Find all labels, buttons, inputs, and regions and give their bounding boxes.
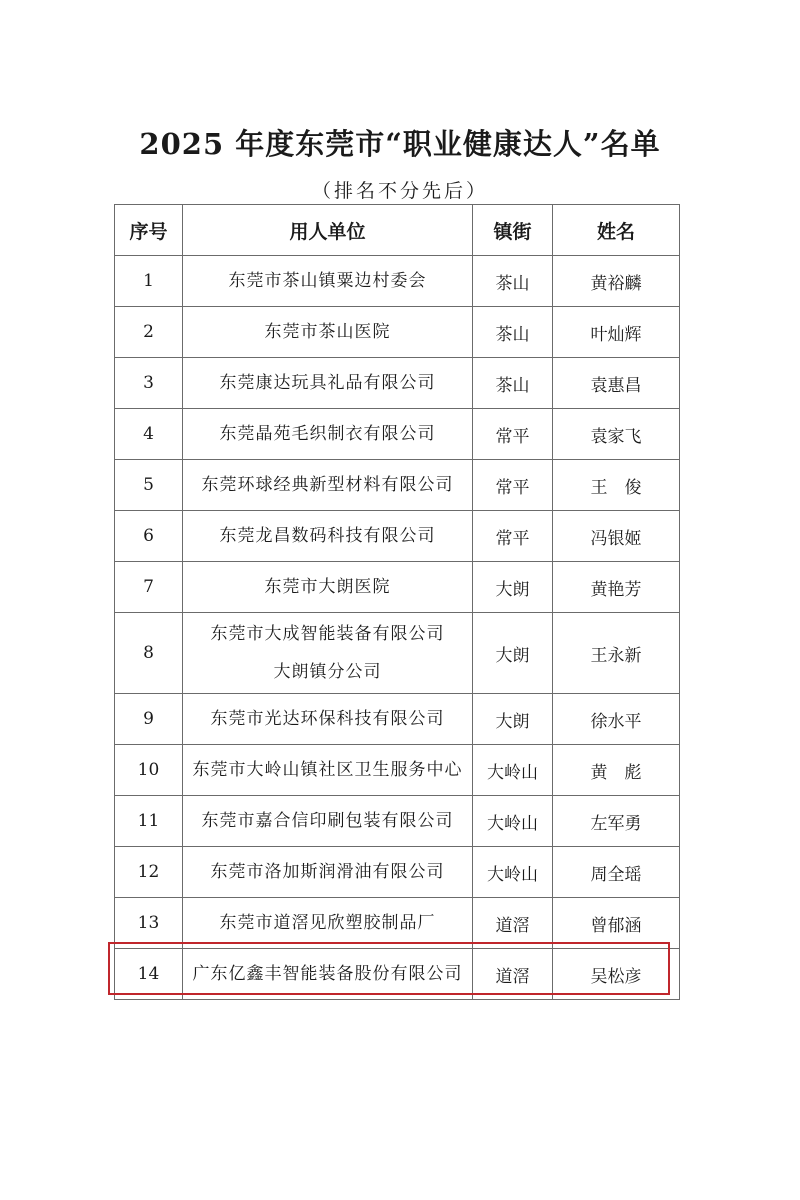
row-organization xyxy=(183,358,473,409)
row-number: 3 xyxy=(115,358,183,409)
header-number: 序号 xyxy=(115,205,183,256)
organization-line: 东莞市大成智能装备有限公司 xyxy=(210,624,445,644)
row-organization xyxy=(183,847,473,898)
table-row xyxy=(115,796,680,847)
row-town: 常平 xyxy=(473,460,553,511)
row-person-name: 黄裕麟 xyxy=(553,256,680,307)
organization-line: 广东亿鑫丰智能装备股份有限公司 xyxy=(192,964,463,984)
row-organization xyxy=(183,511,473,562)
row-town: 大朗 xyxy=(473,562,553,613)
organization-line: 东莞市道滘见欣塑胶制品厂 xyxy=(219,913,436,933)
table-row xyxy=(115,847,680,898)
organization-line: 东莞市光达环保科技有限公司 xyxy=(210,709,445,729)
organization-line: 东莞市洛加斯润滑油有限公司 xyxy=(210,862,445,882)
row-town: 茶山 xyxy=(473,358,553,409)
row-organization xyxy=(183,256,473,307)
row-number: 4 xyxy=(115,409,183,460)
table-row xyxy=(115,460,680,511)
organization-line: 东莞市茶山镇粟边村委会 xyxy=(228,271,427,291)
row-organization xyxy=(183,613,473,694)
row-person-name: 周全瑶 xyxy=(553,847,680,898)
row-person-name: 吴松彦 xyxy=(553,949,680,1000)
organization-line: 东莞环球经典新型材料有限公司 xyxy=(201,475,454,495)
organization-line: 东莞市茶山医院 xyxy=(264,322,391,342)
row-organization xyxy=(183,949,473,1000)
row-person-name: 王 俊 xyxy=(553,460,680,511)
organization-line: 东莞康达玩具礼品有限公司 xyxy=(219,373,436,393)
header-name: 姓名 xyxy=(553,205,680,256)
table-row xyxy=(115,307,680,358)
row-organization xyxy=(183,307,473,358)
table-row xyxy=(115,745,680,796)
row-town: 道滘 xyxy=(473,949,553,1000)
row-person-name: 冯银姬 xyxy=(553,511,680,562)
row-organization xyxy=(183,898,473,949)
header-organization: 用人单位 xyxy=(183,205,473,256)
table-row xyxy=(115,511,680,562)
row-organization xyxy=(183,694,473,745)
roster-table xyxy=(114,204,680,1000)
row-person-name: 袁家飞 xyxy=(553,409,680,460)
organization-line: 东莞市嘉合信印刷包装有限公司 xyxy=(201,811,454,831)
row-number: 2 xyxy=(115,307,183,358)
row-town: 道滘 xyxy=(473,898,553,949)
organization-line: 东莞市大岭山镇社区卫生服务中心 xyxy=(192,760,463,780)
document-subtitle: （排名不分先后） xyxy=(311,180,488,202)
row-number: 9 xyxy=(115,694,183,745)
table-row xyxy=(115,256,680,307)
organization-line: 东莞晶苑毛织制衣有限公司 xyxy=(219,424,436,444)
row-number: 1 xyxy=(115,256,183,307)
row-person-name: 黄 彪 xyxy=(553,745,680,796)
row-person-name: 左军勇 xyxy=(553,796,680,847)
row-number: 8 xyxy=(115,613,183,694)
row-town: 茶山 xyxy=(473,256,553,307)
row-town: 茶山 xyxy=(473,307,553,358)
row-organization xyxy=(183,460,473,511)
row-organization xyxy=(183,745,473,796)
row-person-name: 徐水平 xyxy=(553,694,680,745)
row-number: 10 xyxy=(115,745,183,796)
row-person-name: 曾郁涵 xyxy=(553,898,680,949)
row-town: 大岭山 xyxy=(473,796,553,847)
row-town: 大朗 xyxy=(473,694,553,745)
table-row xyxy=(115,694,680,745)
table-row xyxy=(115,898,680,949)
row-town: 大朗 xyxy=(473,613,553,694)
organization-line: 东莞市大朗医院 xyxy=(264,577,391,597)
table-row xyxy=(115,613,680,694)
document-title: 2025 年度东莞市“职业健康达人”名单 xyxy=(139,127,661,161)
row-number: 7 xyxy=(115,562,183,613)
row-organization xyxy=(183,562,473,613)
table-row xyxy=(115,358,680,409)
row-person-name: 叶灿辉 xyxy=(553,307,680,358)
header-town: 镇街 xyxy=(473,205,553,256)
row-town: 大岭山 xyxy=(473,745,553,796)
row-organization xyxy=(183,409,473,460)
table-header-row xyxy=(115,205,680,256)
row-number: 14 xyxy=(115,949,183,1000)
organization-line: 东莞龙昌数码科技有限公司 xyxy=(219,526,436,546)
row-town: 常平 xyxy=(473,511,553,562)
row-person-name: 袁惠昌 xyxy=(553,358,680,409)
table-row xyxy=(115,949,680,1000)
row-organization xyxy=(183,796,473,847)
table-body xyxy=(115,256,680,1000)
row-town: 大岭山 xyxy=(473,847,553,898)
row-person-name: 黄艳芳 xyxy=(553,562,680,613)
row-person-name: 王永新 xyxy=(553,613,680,694)
row-number: 5 xyxy=(115,460,183,511)
table-row xyxy=(115,562,680,613)
row-number: 6 xyxy=(115,511,183,562)
organization-line: 大朗镇分公司 xyxy=(273,662,382,682)
row-number: 13 xyxy=(115,898,183,949)
table-row xyxy=(115,409,680,460)
row-number: 12 xyxy=(115,847,183,898)
row-town: 常平 xyxy=(473,409,553,460)
row-number: 11 xyxy=(115,796,183,847)
